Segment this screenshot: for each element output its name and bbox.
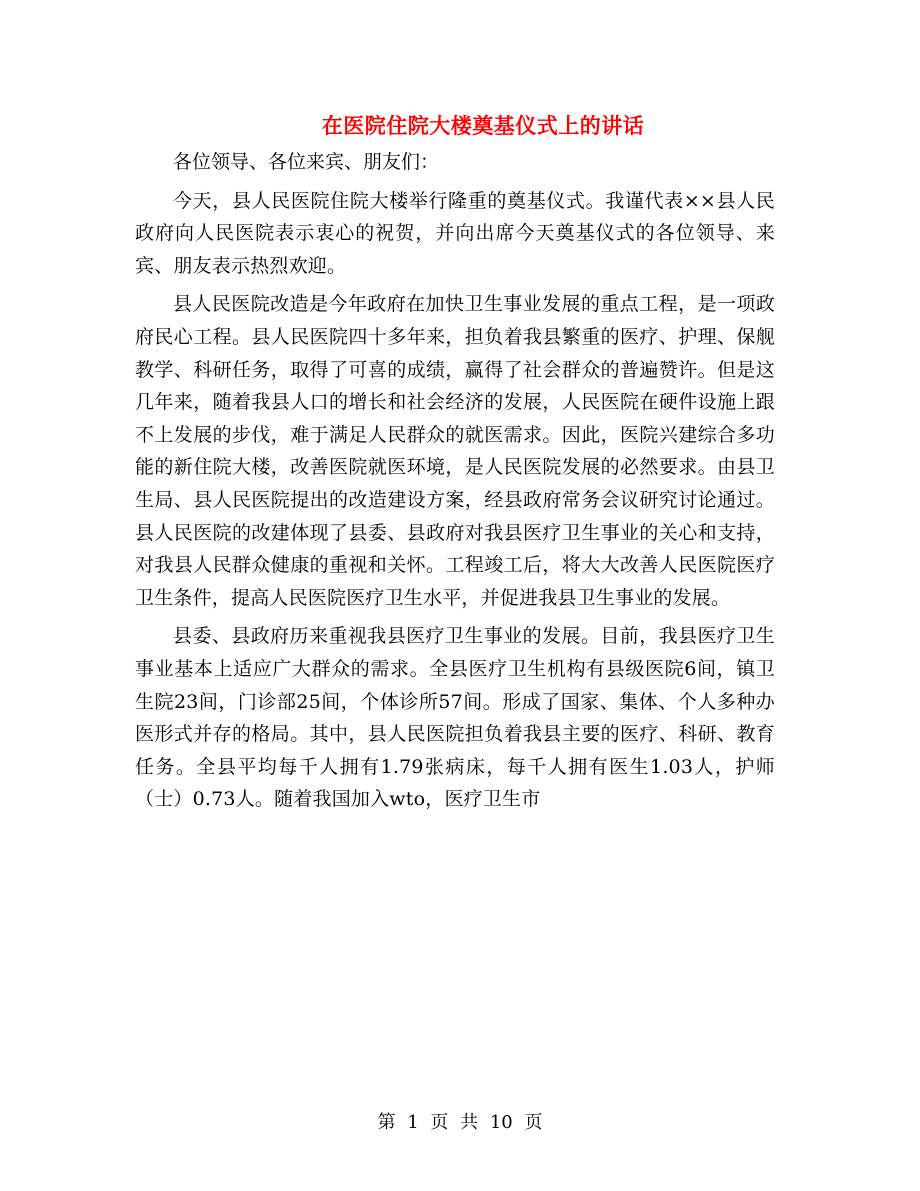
paragraph-3: 县委、县政府历来重视我县医疗卫生事业的发展。目前，我县医疗卫生事业基本上适应广大群众的需求。全县医疗卫生机构有县级医院6间，镇卫生院23间，门诊部25间，个体诊所57间。形成了国家、集体、个人多种办医形式并存的格局。其中，县人民医院担负着我县主要的医疗、科研、教育任务。全县平均每千人拥有1.79张病床，每千人拥有医生1.03人，护师（士）0.73人。随着我国加入wto，医疗卫生市: [135, 625, 775, 811]
salutation: 各位领导、各位来宾、朋友们：: [173, 151, 440, 173]
document-title: 在医院住院大楼奠基仪式上的讲话: [321, 113, 645, 138]
page-number-footer: 第 1 页 共 10 页: [377, 1112, 543, 1133]
paragraph-2: 县人民医院改造是今年政府在加快卫生事业发展的重点工程，是一项政府民心工程。县人民医院四十多年来，担负着我县繁重的医疗、护理、保舰教学、科研任务，取得了可喜的成绩，赢得了社会群众的普遍赞许。但是这几年来，随着我县人口的增长和社会经济的发展，人民医院在硬件设施上跟不上发展的步伐，难于满足人民群众的就医需求。因此，医院兴建综合多功能的新住院大楼，改善医院就医环境，是人民医院发展的必然要求。由县卫生局、县人民医院提出的改造建设方案，经县政府常务会议研究讨论通过。县人民医院的改建体现了县委、县政府对我县医疗卫生事业的关心和支持，对我县人民群众健康的重视和关怀。工程竣工后，将大大改善人民医院医疗卫生条件，提高人民医院医疗卫生水平，并促进我县卫生事业的发展。: [135, 293, 775, 609]
document-body: [135, 146, 775, 822]
paragraph-1: 今天，县人民医院住院大楼举行隆重的奠基仪式。我谨代表××县人民政府向人民医院表示衷心的祝贺，并向出席今天奠基仪式的各位领导、来宾、朋友表示热烈欢迎。: [135, 189, 775, 277]
